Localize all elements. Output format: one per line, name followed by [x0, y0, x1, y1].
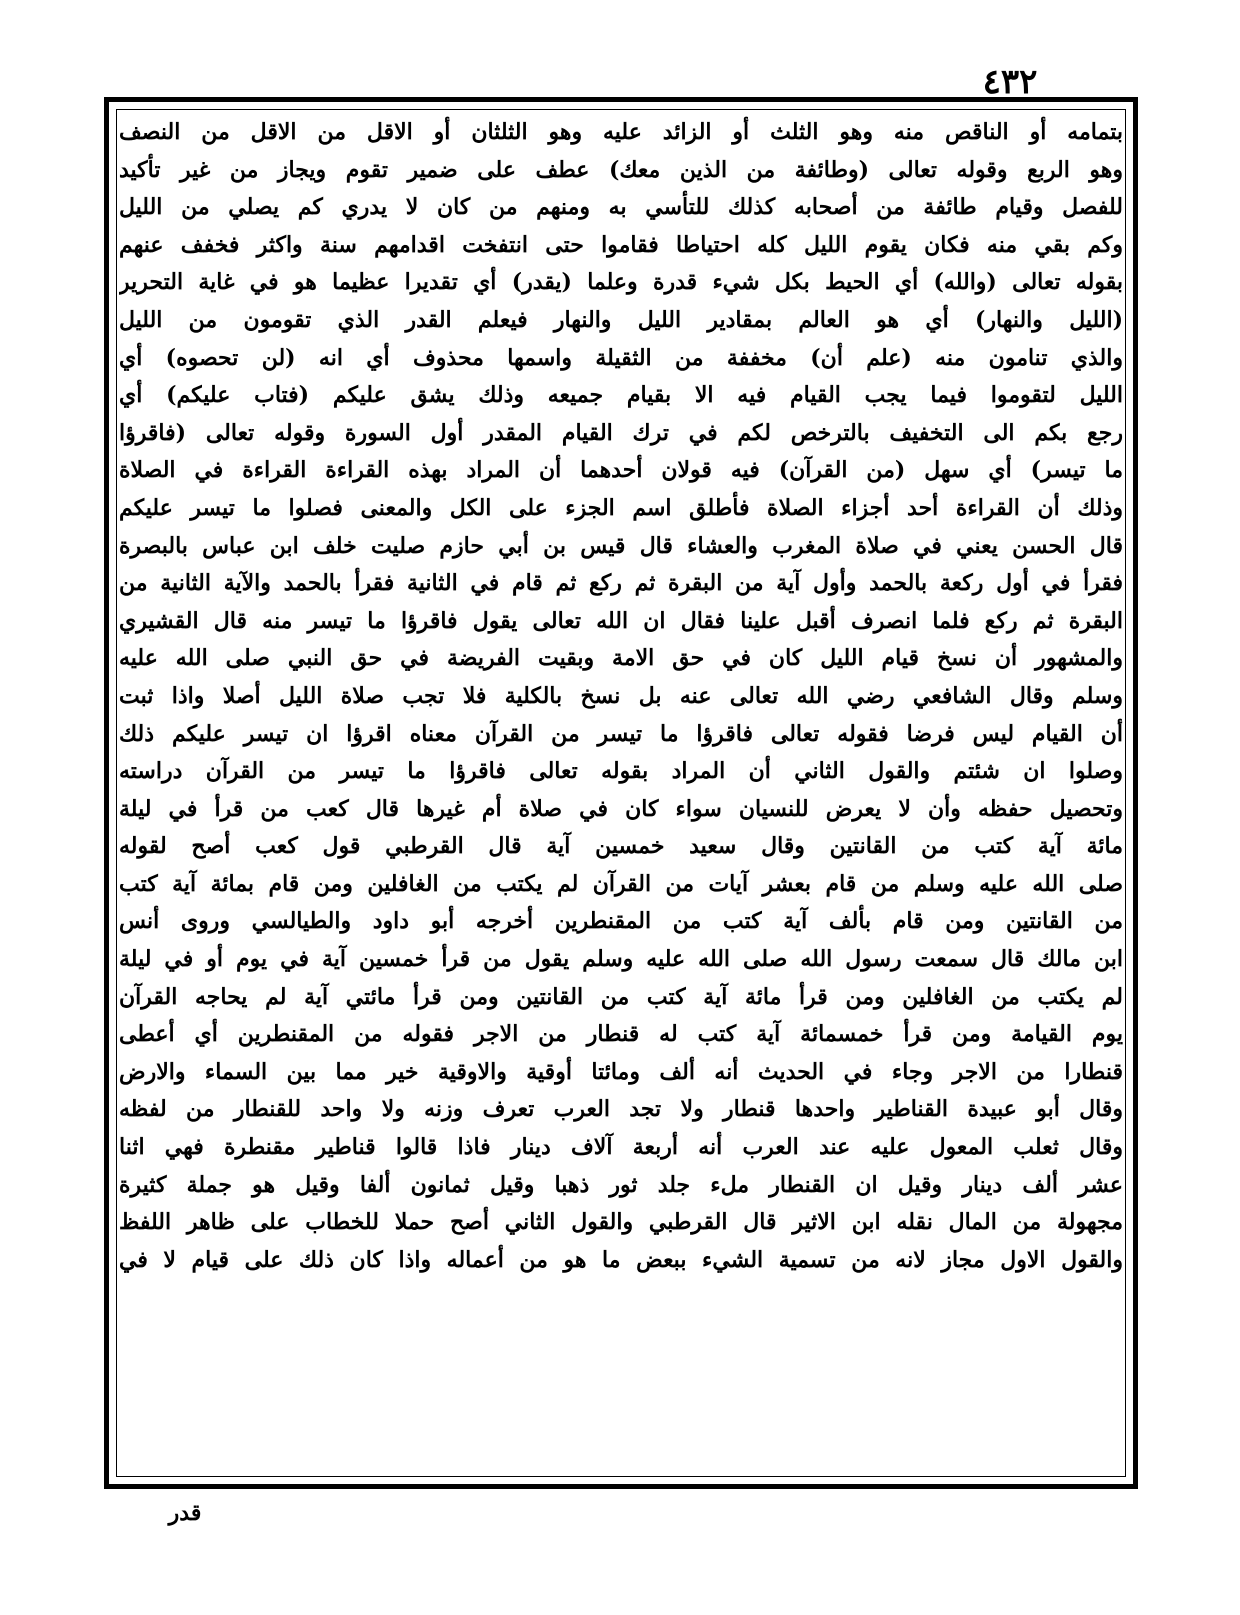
text-line: وكم بقي منه فكان يقوم الليل كله احتياطا فقاموا حتى انتفخت اقدامهم سنة واكثر فخفف عنهم [119, 231, 1123, 258]
text-line: قال الحسن يعني في صلاة المغرب والعشاء قال قيس بن أبي حازم صليت خلف ابن عباس بالبصرة [119, 532, 1123, 559]
text-line: للفصل وقيام طائفة من أصحابه كذلك للتأسي به ومنهم من كان لا يدري كم يصلي من الليل [119, 194, 1123, 221]
text-line: وهو الربع وقوله تعالى (وطائفة من الذين معك) عطف على ضمير تقوم ويجاز من غير تأكيد [119, 156, 1123, 183]
text-line: وصلوا ان شئتم والقول الثاني أن المراد بقوله تعالى فاقرؤا ما تيسر من القرآن دراسته [119, 758, 1123, 785]
text-line: من القانتين ومن قام بألف آية كتب من المقنطرين أخرجه أبو داود والطيالسي وروى أنس [119, 908, 1123, 935]
text-line: ما تيسر) أي سهل (من القرآن) فيه قولان أحدهما أن المراد بهذه القراءة القراءة في الصلاة [119, 457, 1123, 484]
text-line: بتمامه أو الناقص منه وهو الثلث أو الزائد عليه وهو الثلثان أو الاقل من الاقل من النصف [119, 119, 1123, 145]
catchword: قدر [168, 1500, 202, 1526]
text-line: فقرأ في أول ركعة بالحمد وأول آية من البقرة ثم ركع ثم قام في الثانية فقرأ بالحمد والآية الثانية من [119, 570, 1123, 597]
text-line: عشر ألف دينار وقيل ان القنطار ملء جلد ثور ذهبا وقيل ثمانون ألفا وقيل هو جملة كثيرة [119, 1171, 1123, 1198]
text-line: وقال ثعلب المعول عليه عند العرب أنه أربعة آلاف دينار فاذا قالوا قناطير مقنطرة فهي اثنا [119, 1134, 1123, 1161]
text-line: قنطارا من الاجر وجاء في الحديث أنه ألف ومائتا أوقية والاوقية خير مما بين السماء والارض [119, 1058, 1123, 1085]
text-line: والمشهور أن نسخ قيام الليل كان في حق الامة وبقيت الفريضة في حق النبي صلى الله عليه [119, 645, 1123, 672]
text-line: مجهولة من المال نقله ابن الاثير قال القرطبي والقول الثاني أصح حملا للخطاب على ظاهر اللفظ [119, 1209, 1123, 1236]
text-line: وسلم وقال الشافعي رضي الله تعالى عنه بل نسخ بالكلية فلا تجب صلاة الليل أصلا واذا ثبت [119, 682, 1123, 709]
text-line: والذي تنامون منه (علم أن) مخففة من الثقيلة واسمها محذوف أي انه (لن تحصوه) أي [119, 344, 1123, 371]
text-line: مائة آية كتب من القانتين وقال سعيد خمسين آية قال القرطبي قول كعب أصح لقوله [119, 833, 1123, 860]
text-line: بقوله تعالى (والله) أي الحيط بكل شيء قدرة وعلما (يقدر) أي تقديرا عظيما هو في غاية التحرير [119, 269, 1123, 296]
text-body [119, 114, 1123, 1476]
text-line: رجع بكم الى التخفيف بالترخص لكم في ترك القيام المقدر أول السورة وقوله تعالى (فاقرؤا [119, 419, 1123, 446]
text-line: وتحصيل حفظه وأن لا يعرض للنسيان سواء كان في صلاة أم غيرها قال كعب من قرأ في ليلة [119, 795, 1123, 822]
text-line: (الليل والنهار) أي هو العالم بمقادير الليل والنهار فيعلم القدر الذي تقومون من الليل [119, 306, 1123, 333]
page-number: ٤٣٢ [982, 62, 1038, 102]
text-line: وذلك أن القراءة أحد أجزاء الصلاة فأطلق اسم الجزء على الكل والمعنى فصلوا ما تيسر عليكم [119, 494, 1123, 521]
text-line: البقرة ثم ركع فلما انصرف أقبل علينا فقال ان الله تعالى يقول فاقرؤا ما تيسر منه قال القشيري [119, 607, 1123, 634]
text-line: وقال أبو عبيدة القناطير واحدها قنطار ولا تجد العرب تعرف وزنه ولا واحد للقنطار من لفظه [119, 1096, 1123, 1123]
text-line: صلى الله عليه وسلم من قام بعشر آيات من القرآن لم يكتب من الغافلين ومن قام بمائة آية كتب [119, 870, 1123, 897]
text-frame [104, 97, 1138, 1489]
text-line: لم يكتب من الغافلين ومن قرأ مائة آية كتب من القانتين ومن قرأ مائتي آية لم يحاجه القرآن [119, 983, 1123, 1010]
text-line: ابن مالك قال سمعت رسول الله صلى الله عليه وسلم يقول من قرأ خمسين آية في يوم أو في ليلة [119, 946, 1123, 973]
text-line: يوم القيامة ومن قرأ خمسمائة آية كتب له قنطار من الاجر فقوله من المقنطرين أي أعطى [119, 1021, 1123, 1048]
text-line: والقول الاول مجاز لانه من تسمية الشيء ببعض ما هو من أعماله واذا كان ذلك على قيام لا في [119, 1246, 1123, 1273]
text-line: أن القيام ليس فرضا فقوله تعالى فاقرؤا ما تيسر من القرآن معناه اقرؤا ان تيسر عليكم ذلك [119, 720, 1123, 747]
text-line: الليل لتقوموا فيما يجب القيام فيه الا بقيام جميعه وذلك يشق عليكم (فتاب عليكم) أي [119, 382, 1123, 409]
